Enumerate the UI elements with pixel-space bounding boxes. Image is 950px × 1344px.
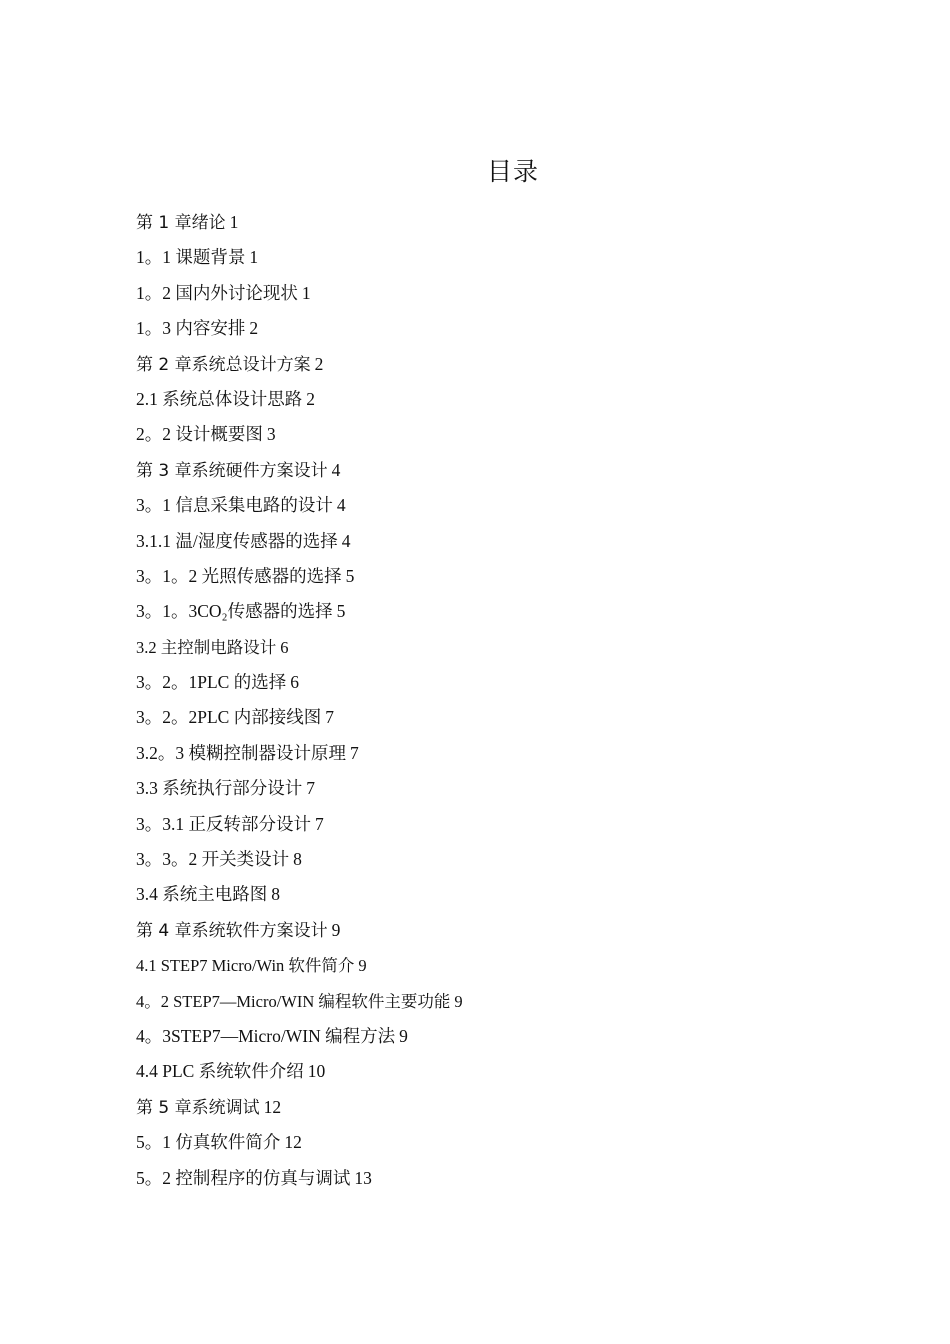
toc-entry-text: 3.2。3 模糊控制器设计原理 bbox=[136, 742, 346, 763]
toc-entry-text: 1。3 内容安排 bbox=[136, 318, 246, 339]
toc-entry-text: 第 3 章系统硬件方案设计 bbox=[136, 460, 328, 481]
toc-section-4-2 bbox=[136, 984, 836, 1019]
toc-entry-text: 1。2 国内外讨论现状 bbox=[136, 282, 298, 303]
toc-section-3-1-3 bbox=[136, 594, 836, 629]
toc-section-4-4 bbox=[136, 1054, 836, 1089]
toc-entry-page: 9 bbox=[454, 991, 463, 1011]
toc-section-4-1 bbox=[136, 948, 836, 983]
toc-entry-page: 1 bbox=[249, 247, 259, 268]
toc-section-1-2 bbox=[136, 276, 836, 311]
toc-entry-page: 4 bbox=[336, 495, 346, 516]
toc-entry-text: 3。1。2 光照传感器的选择 bbox=[136, 565, 342, 586]
toc-entry-page: 9 bbox=[331, 919, 341, 940]
toc-section-1-1 bbox=[136, 240, 836, 275]
toc-entry-text: 2。2 设计概要图 bbox=[136, 424, 263, 445]
toc-entry-page: 5 bbox=[336, 601, 346, 622]
toc-entry-page: 5 bbox=[345, 565, 355, 586]
toc-entry-text: 2.1 系统总体设计思路 bbox=[136, 388, 303, 409]
toc-section-3-4 bbox=[136, 877, 836, 912]
toc-chapter-1 bbox=[136, 205, 836, 240]
toc-section-5-1 bbox=[136, 1125, 836, 1160]
toc-entry-text: 第 5 章系统调试 bbox=[136, 1097, 260, 1118]
toc-entry-text: 3。3。2 开关类设计 bbox=[136, 849, 290, 870]
toc-section-4-3 bbox=[136, 1019, 836, 1054]
toc-entry-text: 3。2。1PLC 的选择 bbox=[136, 672, 287, 693]
toc-section-3-1-1 bbox=[136, 524, 836, 559]
toc-chapter-5 bbox=[136, 1090, 836, 1125]
toc-entry-page: 4 bbox=[341, 530, 351, 551]
toc-entry-page: 9 bbox=[358, 956, 367, 976]
toc-entry-text: 4.1 STEP7 Micro/Win 软件简介 bbox=[136, 956, 355, 976]
toc-entry-page: 2 bbox=[314, 353, 324, 374]
toc-entry-text: 第 4 章系统软件方案设计 bbox=[136, 920, 328, 941]
toc-section-3-1 bbox=[136, 488, 836, 523]
toc-section-2-1 bbox=[136, 382, 836, 417]
toc-entry-text: 3。1 信息采集电路的设计 bbox=[136, 495, 333, 516]
toc-entry-page: 9 bbox=[399, 1025, 408, 1046]
toc-section-3-2-2 bbox=[136, 700, 836, 735]
toc-entry-text: 4。3STEP7—Micro/WIN 编程方法 bbox=[136, 1025, 396, 1046]
toc-entry-page: 7 bbox=[306, 778, 315, 799]
toc-entry-text: 3.3 系统执行部分设计 bbox=[136, 778, 303, 799]
table-of-contents bbox=[136, 205, 836, 1196]
toc-entry-page: 7 bbox=[315, 813, 324, 834]
toc-entry-page: 3 bbox=[266, 424, 276, 445]
toc-entry-text: 4。2 STEP7—Micro/WIN 编程软件主要功能 bbox=[136, 991, 451, 1011]
toc-entry-page: 6 bbox=[280, 637, 289, 657]
toc-entry-text: 4.4 PLC 系统软件介绍 bbox=[136, 1061, 304, 1082]
toc-entry-page: 8 bbox=[271, 884, 280, 905]
toc-section-3-3 bbox=[136, 771, 836, 806]
toc-entry-text: 3.4 系统主电路图 bbox=[136, 884, 268, 905]
toc-entry-text: 3.1.1 温/湿度传感器的选择 bbox=[136, 530, 338, 551]
toc-entry-page: 12 bbox=[263, 1096, 282, 1117]
toc-entry-page: 2 bbox=[249, 318, 259, 339]
toc-chapter-4 bbox=[136, 913, 836, 948]
toc-section-3-2-1 bbox=[136, 665, 836, 700]
toc-entry-text: 3。1。3CO₂传感器的选择 bbox=[136, 601, 333, 622]
toc-section-3-3-2 bbox=[136, 842, 836, 877]
toc-section-5-2 bbox=[136, 1161, 836, 1196]
toc-entry-page: 10 bbox=[307, 1061, 326, 1082]
toc-section-3-1-2 bbox=[136, 559, 836, 594]
toc-section-3-2 bbox=[136, 630, 836, 665]
toc-section-2-2 bbox=[136, 417, 836, 452]
toc-entry-text: 3。3.1 正反转部分设计 bbox=[136, 813, 311, 834]
toc-entry-page: 4 bbox=[331, 459, 341, 480]
toc-chapter-3 bbox=[136, 453, 836, 488]
toc-section-3-3-1 bbox=[136, 807, 836, 842]
toc-entry-text: 1。1 课题背景 bbox=[136, 247, 246, 268]
toc-entry-text: 3。2。2PLC 内部接线图 bbox=[136, 707, 322, 728]
toc-entry-text: 3.2 主控制电路设计 bbox=[136, 637, 277, 657]
toc-entry-page: 13 bbox=[354, 1167, 372, 1188]
toc-entry-page: 1 bbox=[229, 212, 239, 232]
toc-entry-page: 1 bbox=[301, 282, 311, 303]
toc-entry-page: 7 bbox=[325, 707, 334, 728]
toc-entry-text: 第 1 章绪论 bbox=[136, 213, 226, 233]
toc-section-1-3 bbox=[136, 311, 836, 346]
page-title: 目录 bbox=[486, 157, 539, 186]
toc-chapter-2 bbox=[136, 347, 836, 382]
toc-entry-page: 8 bbox=[293, 849, 302, 870]
toc-entry-text: 第 2 章系统总设计方案 bbox=[136, 354, 311, 375]
toc-entry-page: 6 bbox=[290, 672, 299, 693]
toc-entry-page: 2 bbox=[306, 388, 315, 409]
toc-entry-page: 12 bbox=[284, 1132, 302, 1153]
toc-section-3-2-3 bbox=[136, 736, 836, 771]
toc-entry-page: 7 bbox=[350, 742, 359, 763]
toc-entry-text: 5。2 控制程序的仿真与调试 bbox=[136, 1167, 351, 1188]
toc-entry-text: 5。1 仿真软件简介 bbox=[136, 1132, 281, 1153]
